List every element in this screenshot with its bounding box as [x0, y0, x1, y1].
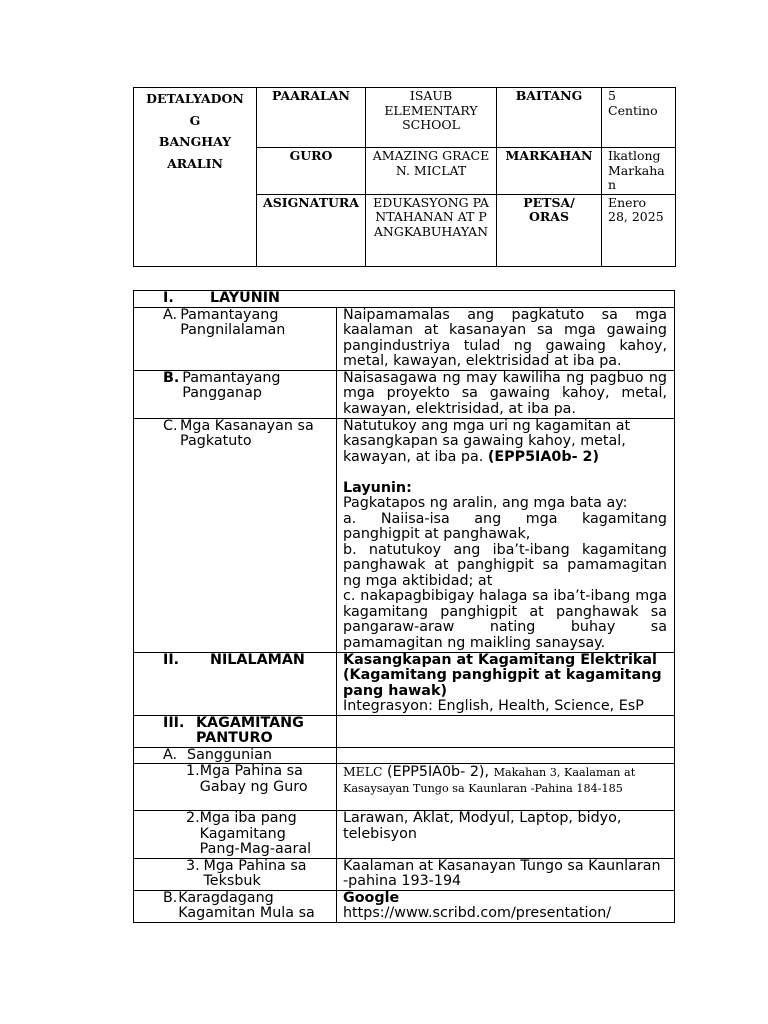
guro-value: AMAZING GRACE N. MICLAT: [366, 148, 497, 195]
item-label: Mga Pahina sa Teksbuk: [203, 858, 307, 889]
item-label: Pamantayang Pangnilalaman: [180, 307, 286, 338]
item-letter: C.: [163, 418, 178, 434]
section-number: III.: [163, 715, 185, 731]
paaralan-label: PAARALAN: [257, 88, 366, 148]
source-url[interactable]: https://www.scribd.com/presentation/: [343, 905, 612, 921]
item-number: 2.: [186, 810, 200, 826]
teksbuk-label-cell: [134, 858, 337, 890]
melc-code: (EPP5IA0b- 2): [487, 448, 599, 465]
pamantayang-pangganap-text: Naisasagawa ng may kawiliha ng pagbuo ng mga proyekto sa gawaing kahoy, metal, kawayan, elektrisidad, at iba pa.: [337, 370, 675, 418]
kagamitang-mag-aaral-label-cell: [134, 811, 337, 859]
nilalaman-integration: Integrasyon: English, Health, Science, EsP: [343, 698, 644, 714]
section-kagamitan-heading: [134, 715, 337, 747]
lesson-plan-header-table: [133, 87, 676, 267]
item-number: 1.: [186, 763, 200, 779]
item-label: Sanggunian: [187, 747, 272, 763]
markahan-label: MARKAHAN: [497, 148, 602, 195]
gabay-ng-guro-label-cell: [134, 764, 337, 811]
lesson-plan-body-table: [133, 290, 675, 923]
section-title: LAYUNIN: [210, 290, 281, 306]
kasanayan-content-cell: [337, 418, 675, 652]
nilalaman-content-cell: [337, 652, 675, 715]
item-label: Pamantayang Pangganap: [182, 370, 281, 401]
karagdagang-kagamitan-content: [337, 890, 675, 922]
objective-c: c. nakapagbibigay halaga sa iba’t-ibang mga kagamitang panghigpit at panghawak sa pangaraw-araw nating buhay sa pamamagitan ng maikling sanaysay.: [343, 588, 667, 651]
empty-cell: [337, 747, 675, 764]
gabay-ng-guro-content: [337, 764, 675, 811]
layunin-subheading: Layunin:: [343, 479, 412, 496]
header-title-cell: [134, 88, 257, 267]
item-label: Mga Pahina sa Gabay ng Guro: [199, 763, 308, 795]
empty-cell: [337, 715, 675, 747]
header-title-line: G: [189, 112, 201, 128]
kasanayan-text: Natutukoy ang mga uri ng kagamitan at kasangkapan sa gawaing kahoy, metal, kawayan, at iba pa.: [343, 418, 631, 465]
section-number: I.: [163, 290, 174, 306]
melc-code-ref: (EPP5IA0b- 2),: [387, 764, 490, 780]
guro-label: GURO: [257, 148, 366, 195]
source-name: Google: [343, 890, 400, 906]
baitang-label: BAITANG: [497, 88, 602, 148]
header-title-line: ARALIN: [167, 155, 223, 171]
melc-label: MELC: [343, 764, 383, 779]
baitang-value: 5 Centino: [602, 88, 676, 148]
section-title: NILALAMAN: [210, 652, 305, 668]
item-letter: A.: [163, 307, 178, 323]
paaralan-value: ISAUB ELEMENTARY SCHOOL: [366, 88, 497, 148]
asignatura-value: EDUKASYONG PANTAHANAN AT PANGKABUHAYAN: [366, 194, 497, 266]
item-label: Karagdagang Kagamitan Mula sa: [178, 890, 315, 921]
pamantayang-pangnilalaman-label-cell: [134, 307, 337, 370]
markahan-value: Ikatlong Markahan: [602, 148, 676, 195]
header-title-line: BANGHAY: [158, 134, 232, 149]
nilalaman-topic: Kasangkapan at Kagamitang Elektrikal (Kagamitang panghigpit at kagamitang pang hawak): [343, 652, 662, 699]
section-title: KAGAMITANG PANTURO: [195, 715, 304, 746]
item-label: Mga Kasanayan sa Pagkatuto: [180, 418, 314, 449]
pamantayang-pangganap-label-cell: [134, 370, 337, 418]
section-nilalaman-heading: [134, 652, 337, 715]
asignatura-label: ASIGNATURA: [257, 194, 366, 266]
layunin-intro: Pagkatapos ng aralin, ang mga bata ay:: [343, 495, 628, 511]
teksbuk-text: Kaalaman at Kasanayan Tungo sa Kaunlaran -pahina 193-194: [337, 858, 675, 890]
gabay-reference: Makahan 3, Kaalaman at Kasaysayan Tungo sa Kaunlaran -Pahina 184-185: [343, 766, 636, 795]
section-layunin-heading: [134, 291, 675, 308]
kagamitang-mag-aaral-text: Larawan, Aklat, Modyul, Laptop, bidyo, telebisyon: [337, 811, 675, 859]
header-title-line: DETALYADON: [146, 91, 244, 106]
objective-b: b. natutukoy ang iba’t-ibang kagamitang panghawak at panghigpit sa pamamagitan ng mga aktibidad; at: [343, 541, 667, 589]
item-letter: A.: [163, 747, 178, 763]
objective-a: a. Naiisa-isa ang mga kagamitang panghigpit at panghawak,: [343, 510, 667, 542]
karagdagang-kagamitan-label-cell: [134, 890, 337, 922]
item-letter: B.: [163, 370, 180, 386]
item-letter: B.: [163, 890, 178, 906]
section-number: II.: [163, 652, 180, 668]
sanggunian-label-cell: [134, 747, 337, 764]
item-label: Mga iba pang Kagamitang Pang-Mag-aaral: [199, 810, 312, 857]
pamantayang-pangnilalaman-text: Naipamamalas ang pagkatuto sa mga kaalaman at kasanayan sa mga gawaing pangindustriya tulad ng gawaing kahoy, metal, kawayan, elektrisidad at iba pa.: [337, 307, 675, 370]
kasanayan-label-cell: [134, 418, 337, 652]
petsa-label: PETSA/ ORAS: [497, 194, 602, 266]
petsa-value: Enero 28, 2025: [602, 194, 676, 266]
item-number: 3.: [186, 858, 200, 874]
